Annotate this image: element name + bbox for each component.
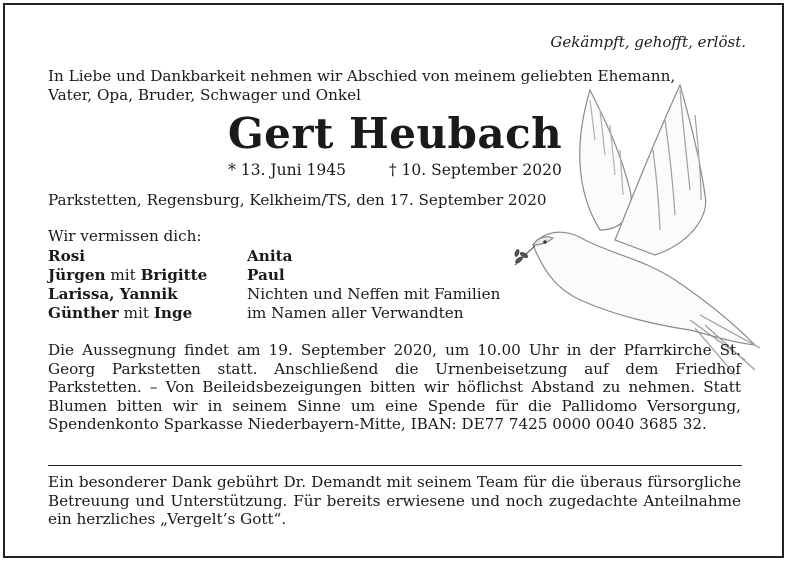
- deceased-name: Gert Heubach: [227, 109, 563, 158]
- birth-date: * 13. Juni 1945: [228, 161, 346, 179]
- mourners-list: [48, 247, 500, 323]
- mourner-row: [48, 266, 500, 285]
- mourner-name: Günther mit Inge: [48, 304, 193, 322]
- life-dates: [0, 161, 790, 179]
- motto: Gekämpft, gehofft, erlöst.: [550, 33, 746, 51]
- mourner-row: [48, 285, 500, 304]
- thanks-paragraph: Ein besonderer Dank gebührt Dr. Demandt mit seinem Team für die überaus fürsorgliche Betreuung und Unterstützung. Für bereits erwiesene und noch zugedachte Anteilnahme ein herzliches „Vergelt’s Gott“.: [48, 473, 741, 529]
- death-date: † 10. September 2020: [388, 161, 562, 179]
- place-date: Parkstetten, Regensburg, Kelkheim/TS, den 17. September 2020: [48, 191, 547, 209]
- intro-line-2: Vater, Opa, Bruder, Schwager und Onkel: [48, 86, 361, 104]
- mourner-row: [48, 304, 500, 323]
- mourner-row: [48, 247, 500, 266]
- mourner-name: Nichten und Neffen mit Familien: [247, 285, 501, 303]
- funeral-paragraph: Die Aussegnung findet am 19. September 2020, um 10.00 Uhr in der Pfarrkirche St. Georg Parkstetten statt. Anschließend die Urnenbeisetzung auf dem Friedhof Parkstetten. – Von Beileidsbezeigungen bitten wir höflichst Abstand zu nehmen. Statt Blumen bitten wir in seinem Sinne um eine Spende für die Pallidomo Versorgung, Spendenkonto Sparkasse Niederbayern-Mitte, IBAN: DE77 7425 0000 0040 3685 32.: [48, 341, 741, 434]
- divider: [48, 465, 742, 466]
- miss-label: Wir vermissen dich:: [48, 227, 202, 245]
- mourner-name: im Namen aller Verwandten: [247, 304, 464, 322]
- intro-line-1: In Liebe und Dankbarkeit nehmen wir Abschied von meinem geliebten Ehemann,: [48, 67, 676, 85]
- mourner-name: Larissa, Yannik: [48, 285, 178, 303]
- mourner-name: Anita: [247, 247, 293, 265]
- mourner-name: Paul: [247, 266, 285, 284]
- mourner-name: Rosi: [48, 247, 86, 265]
- mourner-name: Jürgen mit Brigitte: [48, 266, 208, 284]
